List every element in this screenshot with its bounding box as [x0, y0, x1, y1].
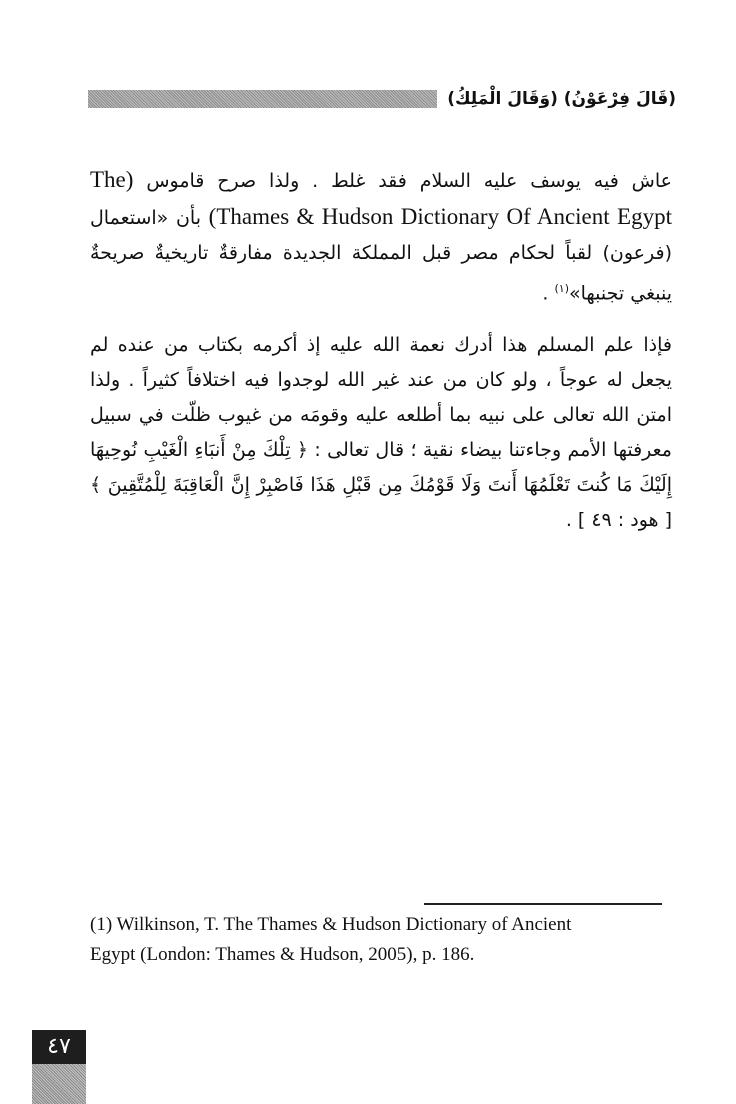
main-text: [90, 162, 672, 555]
footnote-divider: [424, 903, 662, 905]
page-number: ٤٧: [32, 1030, 86, 1064]
header-decorative-bar: [88, 90, 437, 108]
paragraph-1-text-before: عاش فيه يوسف عليه السلام فقد غلط . ولذا صرح قاموس: [133, 170, 672, 192]
header-title: (قَالَ فِرْعَوْنُ) (وَقَالَ الْمَلِكُ): [447, 89, 676, 109]
footnote-line-1: (1) Wilkinson, T. The Thames & Hudson Dictionary of Ancient: [90, 914, 572, 935]
dictionary-title: (The Thames & Hudson Dictionary Of Ancient Egypt): [90, 167, 672, 229]
footnote: [90, 910, 672, 970]
paragraph-1-text-after: بأن «استعمال (فرعون) لقباً لحكام مصر قبل المملكة الجديدة مفارقةٌ تاريخيةٌ صريحةٌ ينبغي تجنبها»: [90, 207, 672, 305]
footnote-line-2: Egypt (London: Thames & Hudson, 2005), p. 186.: [90, 944, 475, 965]
paragraph-1-end: .: [542, 282, 555, 305]
paragraph-2: فإذا علم المسلم هذا أدرك نعمة الله عليه إذ أكرمه بكتاب من عنده لم يجعل له عوجاً ، ولو كان من عند غير الله لوجدوا فيه اختلافاً كثيراً . ولذا امتن الله تعالى على نبيه بما أطلعه عليه وقومَه من غيوب ظلّت في سبيل معرفتها الأمم وجاءتنا بيضاء نقية ؛ قال تعالى : ﴿ تِلْكَ مِنْ أَنبَاءِ الْغَيْبِ نُوحِيهَا إِلَيْكَ مَا كُنتَ تَعْلَمُهَا أَنتَ وَلَا قَوْمُكَ مِن قَبْلِ هَذَا فَاصْبِرْ إِنَّ الْعَاقِبَةَ لِلْمُتَّقِينَ ﴾ [ هود : ٤٩ ] .: [90, 334, 672, 532]
page-number-tab: [32, 1030, 86, 1104]
paragraph-1: [90, 162, 672, 311]
running-header: [88, 84, 676, 114]
footnote-reference-mark[interactable]: (١): [554, 282, 569, 295]
